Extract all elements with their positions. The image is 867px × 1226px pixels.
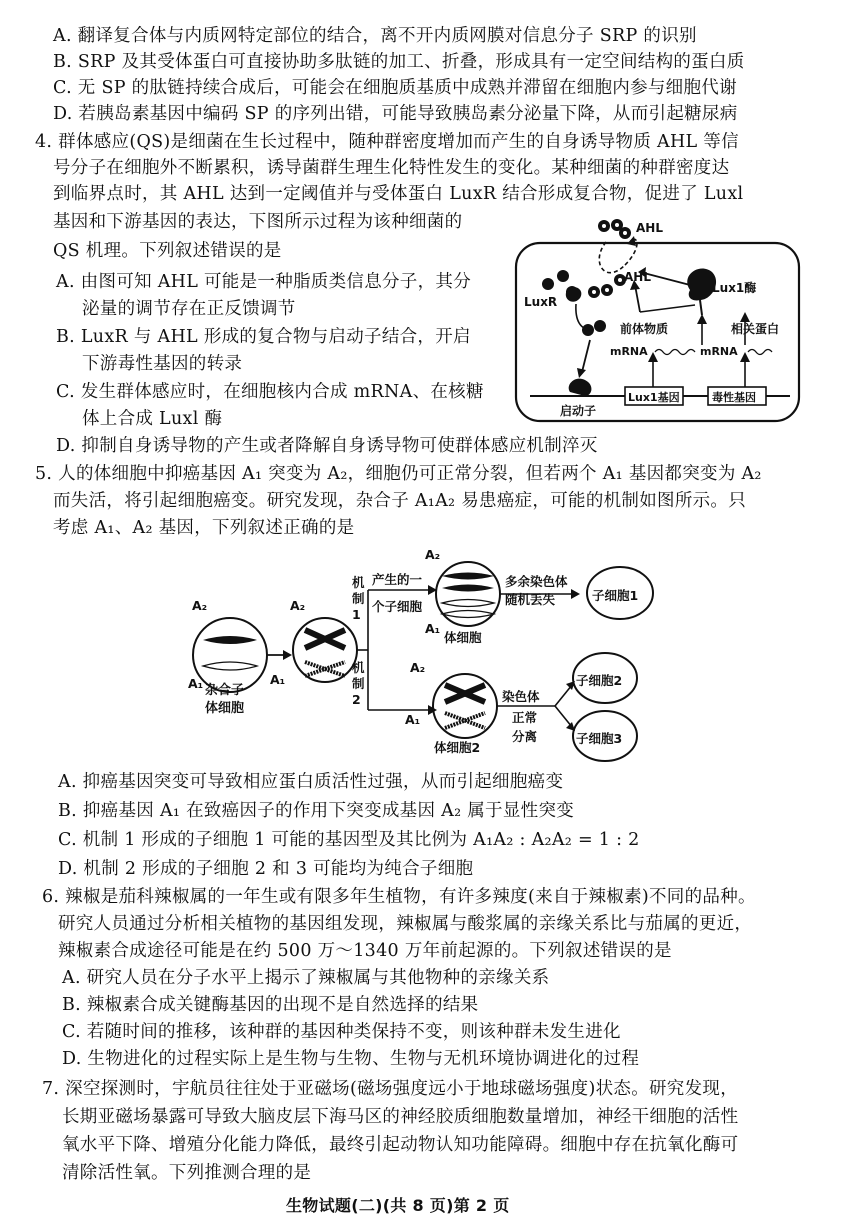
q5-label-a2-dividing: A₂: [290, 598, 306, 613]
q5-label-daughter-1: 子细胞1: [592, 588, 639, 603]
q5-label-one-daughter-2: 个子细胞: [372, 599, 423, 614]
q4-label-mrna-left: mRNA: [610, 345, 648, 358]
q4-stem-line-2: 号分子在细胞外不断累积，诱导菌群生理生化特性发生的变化。某种细菌的种群密度达: [53, 158, 730, 178]
q4-stem-line-3: 到临界点时，其 AHL 达到一定阈值并与受体蛋白 LuxR 结合形成复合物，促进了 Luxl: [53, 184, 744, 204]
q4-option-b-line-2: 下游毒性基因的转录: [82, 354, 243, 374]
q5-label-hetero-cell-1: 杂合子: [205, 683, 245, 698]
q5-label-mech1: 机 制 1: [352, 575, 365, 622]
q5-label-hetero-cell-2: 体细胞: [205, 701, 245, 716]
q6-stem-line-3: 辣椒素合成途径可能是在约 500 万～1340 万年前起源的。下列叙述错误的是: [58, 941, 672, 961]
q3-option-b: B. SRP 及其受体蛋白可直接协助多肽链的加工、折叠，形成具有一定空间结构的蛋白质: [53, 52, 745, 72]
q4-option-a-line-2: 泌量的调节存在正反馈调节: [82, 299, 296, 319]
q7-stem-line-4: 清除活性氧。下列推测合理的是: [62, 1163, 312, 1183]
q6-option-c: C. 若随时间的推移，该种群的基因种类保持不变，则该种群未发生进化: [62, 1022, 621, 1042]
q5-stem-line-1: 5. 人的体细胞中抑癌基因 A₁ 突变为 A₂，细胞仍可正常分裂，但若两个 A₁ 基因都突变为 A₂: [35, 464, 762, 484]
q4-option-c-line-2: 体上合成 Luxl 酶: [82, 409, 223, 429]
q5-label-a2-cell2: A₂: [410, 660, 426, 675]
q6-stem-line-2: 研究人员通过分析相关植物的基因组发现，辣椒属与酸浆属的亲缘关系比与茄属的更近，: [58, 914, 753, 934]
q5-label-a1-hetero: A₁: [188, 676, 204, 691]
q4-stem-line-1: 4. 群体感应(QS)是细菌在生长过程中，随种群密度增加而产生的自身诱导物质 AHL 等信: [35, 132, 739, 152]
q5-stem-line-3: 考虑 A₁、A₂ 基因，下列叙述正确的是: [53, 518, 355, 538]
q5-option-a: A. 抑癌基因突变可导致相应蛋白质活性过强，从而引起细胞癌变: [58, 772, 564, 792]
q7-stem-line-3: 氧水平下降、增殖分化能力降低，最终引起动物认知功能障碍。细胞中存在抗氧化酶可: [62, 1135, 739, 1155]
q4-option-c-line-1: C. 发生群体感应时，在细胞核内合成 mRNA、在核糖: [56, 382, 484, 402]
q4-label-luxr: LuxR: [524, 295, 558, 309]
q4-label-mrna-right: mRNA: [700, 345, 738, 358]
q5-label-a1-cell2: A₁: [405, 712, 421, 727]
q5-label-chrom-normal-2: 正常: [512, 710, 538, 725]
q6-option-b: B. 辣椒素合成关键酶基因的出现不是自然选择的结果: [62, 995, 479, 1015]
q5-label-a2-hetero: A₂: [192, 598, 208, 613]
q4-label-lux1-enzyme: Lux1酶: [712, 281, 757, 295]
q5-label-daughter-3: 子细胞3: [576, 731, 623, 746]
q5-label-daughter-2: 子细胞2: [576, 673, 623, 688]
page-footer: 生物试题(二)(共 8 页)第 2 页: [286, 1196, 510, 1215]
q5-option-c: C. 机制 1 形成的子细胞 1 可能的基因型及其比例为 A₁A₂ : A₂A₂ = 1 : 2: [58, 830, 640, 850]
q3-option-d: D. 若胰岛素基因中编码 SP 的序列出错，可能导致胰岛素分泌量下降，从而引起糖尿病: [53, 104, 738, 124]
q4-label-related-protein: 相关蛋白: [731, 322, 780, 336]
q5-label-extra-chrom-2: 随机丢失: [505, 592, 556, 607]
q4-label-precursor: 前体物质: [620, 322, 669, 336]
q7-stem-line-1: 7. 深空探测时，宇航员往往处于亚磁场(磁场强度远小于地球磁场强度)状态。研究发现，: [42, 1079, 739, 1099]
q5-label-a1-somatic: A₁: [425, 621, 441, 636]
q5-label-a2-somatic: A₂: [425, 547, 441, 562]
q4-option-d: D. 抑制自身诱导物的产生或者降解自身诱导物可使群体感应机制淬灭: [56, 436, 598, 456]
q5-option-d: D. 机制 2 形成的子细胞 2 和 3 可能均为纯合子细胞: [58, 859, 474, 879]
q4-option-a-line-1: A. 由图可知 AHL 可能是一种脂质类信息分子，其分: [56, 272, 472, 292]
q5-label-a1-dividing: A₁: [270, 672, 286, 687]
q4-label-ahl-outside: AHL: [636, 221, 663, 235]
q7-stem-line-2: 长期亚磁场暴露可导致大脑皮层下海马区的神经胶质细胞数量增加，神经干细胞的活性: [62, 1107, 739, 1127]
q5-stem-line-2: 而失活，将引起细胞癌变。研究发现，杂合子 A₁A₂ 易患癌症，可能的机制如图所示。只: [53, 491, 747, 511]
q4-stem-line-4: 基因和下游基因的表达，下图所示过程为该种细菌的: [53, 212, 463, 232]
q3-option-a: A. 翻译复合体与内质网特定部位的结合，离不开内质网膜对信息分子 SRP 的识别: [53, 26, 697, 46]
q4-label-toxic-gene: 毒性基因: [712, 391, 756, 404]
q3-option-c: C. 无 SP 的肽链持续合成后，可能会在细胞质基质中成熟并滞留在细胞内参与细胞代谢: [53, 78, 737, 98]
q4-label-promoter: 启动子: [560, 404, 597, 418]
q6-stem-line-1: 6. 辣椒是茄科辣椒属的一年生或有限多年生植物，有许多辣度(来自于辣椒素)不同的品种。: [42, 887, 756, 907]
q4-stem-line-5: QS 机理。下列叙述错误的是: [53, 241, 282, 261]
q5-label-somatic-cell-2: 体细胞2: [434, 740, 481, 755]
q4-label-lux1-gene: Lux1基因: [628, 391, 680, 404]
q5-label-chrom-normal-3: 分离: [512, 729, 538, 744]
q5-option-b: B. 抑癌基因 A₁ 在致癌因子的作用下突变成基因 A₂ 属于显性突变: [58, 801, 575, 821]
q4-option-b-line-1: B. LuxR 与 AHL 形成的复合物与启动子结合，开启: [56, 327, 471, 347]
q4-label-ahl-inside: AHL: [624, 270, 651, 284]
q5-label-somatic-cell: 体细胞: [444, 630, 482, 645]
q5-label-one-daughter-1: 产生的一: [372, 572, 423, 587]
q6-option-a: A. 研究人员在分子水平上揭示了辣椒属与其他物种的亲缘关系: [62, 968, 550, 988]
q5-label-mech2: 机 制 2: [352, 660, 365, 707]
q6-option-d: D. 生物进化的过程实际上是生物与生物、生物与无机环境协调进化的过程: [62, 1049, 640, 1069]
q5-label-extra-chrom-1: 多余染色体: [505, 574, 568, 589]
q5-label-chrom-normal-1: 染色体: [502, 689, 540, 704]
